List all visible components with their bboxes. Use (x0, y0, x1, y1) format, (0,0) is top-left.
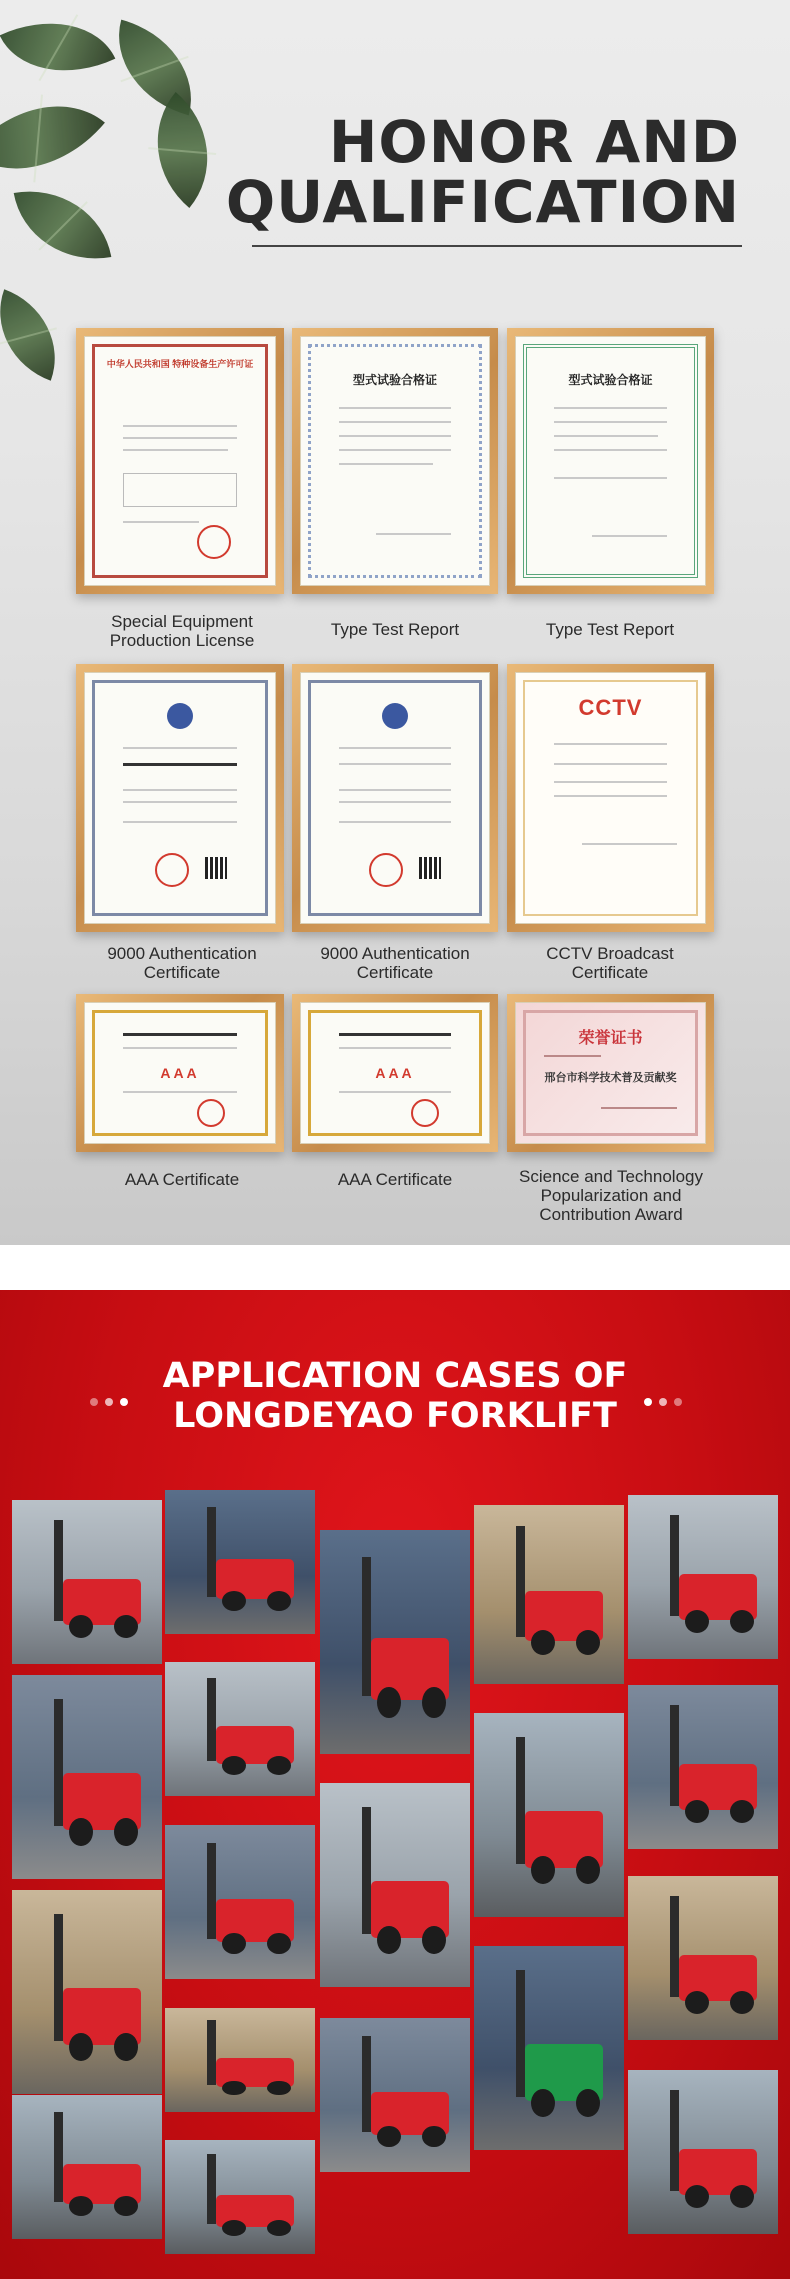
apps-title-line2: LONGDEYAO FORKLIFT (173, 1396, 617, 1436)
red-seal-icon (411, 1099, 439, 1127)
forklift-application-photo (474, 1505, 624, 1684)
award-title: 荣誉证书 (578, 1030, 643, 1047)
certificate-paper (515, 672, 706, 924)
decorative-dots-right (644, 1393, 689, 1401)
certificate-caption: Special Equipment Production License (109, 612, 255, 650)
certificate-frame-type-test-1 (292, 328, 498, 594)
decorative-leaf-image (0, 0, 115, 99)
decorative-dots-left (90, 1393, 135, 1401)
certificate-paper (84, 1002, 276, 1144)
certificate-frame-aaa-2 (292, 994, 498, 1152)
certificate-caption: Type Test Report (330, 620, 460, 639)
forklift-application-photo (320, 1783, 470, 1987)
honor-title-line1: HONOR AND (328, 108, 740, 176)
certificate-caption: AAA Certificate (337, 1170, 453, 1189)
decorative-leaf-image (102, 20, 208, 116)
forklift-application-photo (628, 1685, 778, 1849)
forklift-application-photo (474, 1713, 624, 1917)
certificate-frame-iso9000-en (292, 664, 498, 932)
honor-title-line2: QUALIFICATION (225, 168, 740, 236)
certificate-paper (84, 672, 276, 924)
certificate-caption: Type Test Report (545, 620, 675, 639)
certificate-caption: 9000 Authentication Certificate (320, 944, 470, 982)
certificate-frame-special-license (76, 328, 284, 594)
certificate-paper (515, 1002, 706, 1144)
certificate-paper (84, 336, 276, 586)
forklift-application-photo (628, 2070, 778, 2234)
red-seal-icon (155, 853, 189, 887)
decorative-leaf-image (0, 68, 105, 207)
certificate-paper (515, 336, 706, 586)
forklift-application-photo (320, 1530, 470, 1754)
forklift-application-photo (165, 1490, 315, 1634)
certification-logo-icon (167, 703, 193, 729)
forklift-application-photo (474, 1946, 624, 2150)
qr-code-icon (205, 857, 227, 879)
red-seal-icon (369, 853, 403, 887)
certificate-frame-science-award (507, 994, 714, 1152)
red-seal-icon (197, 525, 231, 559)
qr-code-icon (419, 857, 441, 879)
forklift-application-photo (12, 1675, 162, 1879)
award-body: 邢台市科学技术普及贡献奖 (544, 1072, 677, 1084)
certificate-caption: CCTV Broadcast Certificate (546, 944, 674, 982)
certificate-heading: 中华人民共和国 特种设备生产许可证 (106, 359, 254, 369)
forklift-application-photo (12, 2095, 162, 2239)
certificate-frame-type-test-2 (507, 328, 714, 594)
certificate-frame-aaa-1 (76, 994, 284, 1152)
certificate-paper (300, 1002, 490, 1144)
forklift-application-photo (165, 2140, 315, 2254)
certificate-paper (300, 672, 490, 924)
certificate-heading: 型式试验合格证 (352, 373, 437, 387)
honor-title (225, 108, 740, 236)
decorative-leaf-image (124, 92, 241, 208)
forklift-application-photo (165, 1825, 315, 1979)
decorative-leaf-image (14, 178, 112, 272)
forklift-application-photo (165, 1662, 315, 1796)
forklift-application-photo (12, 1890, 162, 2094)
certificate-heading: 型式试验合格证 (568, 373, 653, 387)
decorative-leaf-image (0, 289, 75, 380)
certificate-caption: 9000 Authentication Certificate (107, 944, 257, 982)
title-divider (252, 245, 742, 247)
apps-title-line1: APPLICATION CASES OF (162, 1356, 628, 1396)
certificate-caption: Science and Technology Popularization and Contribution Award (519, 1167, 703, 1224)
red-seal-icon (197, 1099, 225, 1127)
certificate-paper (300, 336, 490, 586)
forklift-application-photo (165, 2008, 315, 2112)
certificate-frame-cctv (507, 664, 714, 932)
certificate-frame-iso9000-cn (76, 664, 284, 932)
aaa-rating: AAA (375, 1065, 415, 1081)
aaa-rating: AAA (160, 1065, 200, 1081)
forklift-application-photo (12, 1500, 162, 1664)
certification-logo-icon (382, 703, 408, 729)
forklift-application-photo (628, 1495, 778, 1659)
forklift-application-photo (320, 2018, 470, 2172)
cctv-logo: CCTV (578, 695, 643, 720)
certificate-caption: AAA Certificate (124, 1170, 240, 1189)
application-cases-section (0, 1290, 790, 2279)
forklift-application-photo (628, 1876, 778, 2040)
